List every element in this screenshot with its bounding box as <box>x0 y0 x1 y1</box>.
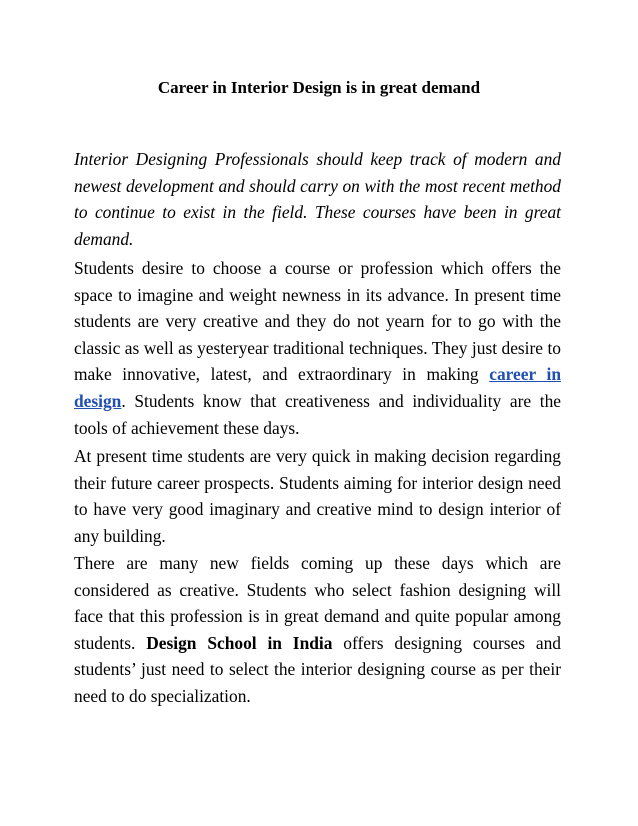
paragraph-new-fields <box>74 550 561 710</box>
paragraph-text: offers designing courses and students’ just need to select the interior designing course as per their need to do specialization. <box>74 632 561 706</box>
page-title: Career in Interior Design is in great demand <box>157 78 481 97</box>
paragraph-decision: At present time students are very quick in making decision regarding their future career prospects. Students aiming for interior design need to have very good imaginary and creative mind to design interior of any building. <box>74 446 561 546</box>
paragraph-text: There are many new fields coming up these days which are considered as creative. Students who select fashion designing will face that this profession is in great demand and quite popular among students. <box>74 553 561 653</box>
design-school-in-india-text: Design School in India <box>146 632 333 653</box>
paragraph-intro: Interior Designing Professionals should keep track of modern and newest development and should carry on with the most recent method to continue to exist in the field. These courses have been in great demand. <box>74 149 561 249</box>
paragraph-text: . Students know that creativeness and individuality are the tools of achievement these days. <box>74 390 561 438</box>
paragraph-students-desire <box>74 255 561 441</box>
career-in-design-link[interactable]: career in design <box>74 364 561 411</box>
paragraph-text: Students desire to choose a course or profession which offers the space to imagine and weight newness in its advance. In present time students are very creative and they do not yearn for to go with the classic as well as yesteryear traditional techniques. They just desire to make innovative, latest, and extraordinary in making <box>74 258 561 385</box>
